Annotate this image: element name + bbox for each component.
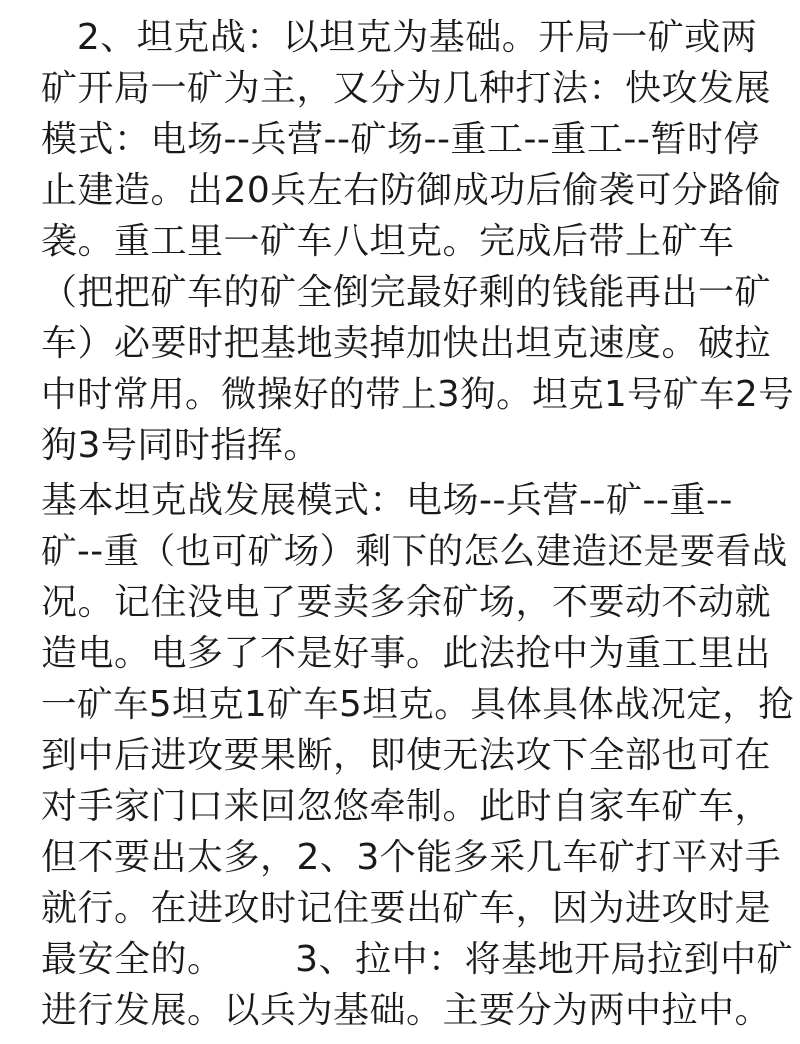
text-line-20: 进行发展。以兵为基础。主要分为两中拉中。 bbox=[41, 990, 772, 1031]
text-line-1: 2、坦克战：以坦克为基础。开局一矿或两 bbox=[41, 17, 758, 58]
text-line-15: 到中后进攻要果断，即使无法攻下全部也可在 bbox=[41, 735, 772, 776]
text-line-14: 一矿车5坦克1矿车5坦克。具体具体战况定，抢 bbox=[41, 684, 795, 725]
text-line-5: 袭。重工里一矿车八坦克。完成后带上矿车 bbox=[41, 221, 735, 262]
text-line-2: 矿开局一矿为主，又分为几种打法：快攻发展 bbox=[41, 68, 772, 109]
text-line-11: 矿--重（也可矿场）剩下的怎么建造还是要看战 bbox=[41, 531, 788, 572]
text-line-17: 但不要出太多，2、3个能多采几车矿打平对手 bbox=[41, 837, 782, 878]
text-line-9: 狗3号同时指挥。 bbox=[41, 425, 320, 466]
text-line-3: 模式：电场--兵营--矿场--重工--重工--暂时停 bbox=[41, 119, 760, 160]
text-line-18: 就行。在进攻时记住要出矿车，因为进攻时是 bbox=[41, 888, 772, 929]
text-line-4: 止建造。出20兵左右防御成功后偷袭可分路偷 bbox=[41, 170, 782, 211]
text-line-10: 基本坦克战发展模式：电场--兵营--矿--重-- bbox=[41, 480, 733, 521]
text-line-6: （把把矿车的矿全倒完最好剩的钱能再出一矿 bbox=[41, 272, 772, 313]
text-line-12: 况。记住没电了要卖多余矿场，不要动不动就 bbox=[41, 582, 772, 623]
text-line-19: 最安全的。 3、拉中：将基地开局拉到中矿 bbox=[41, 939, 794, 980]
text-line-7: 车）必要时把基地卖掉加快出坦克速度。破拉 bbox=[41, 323, 772, 364]
text-line-13: 造电。电多了不是好事。此法抢中为重工里出 bbox=[41, 633, 772, 674]
text-line-16: 对手家门口来回忽悠牵制。此时自家车矿车， bbox=[41, 786, 772, 827]
text-line-8: 中时常用。微操好的带上3狗。坦克1号矿车2号 bbox=[41, 374, 795, 415]
